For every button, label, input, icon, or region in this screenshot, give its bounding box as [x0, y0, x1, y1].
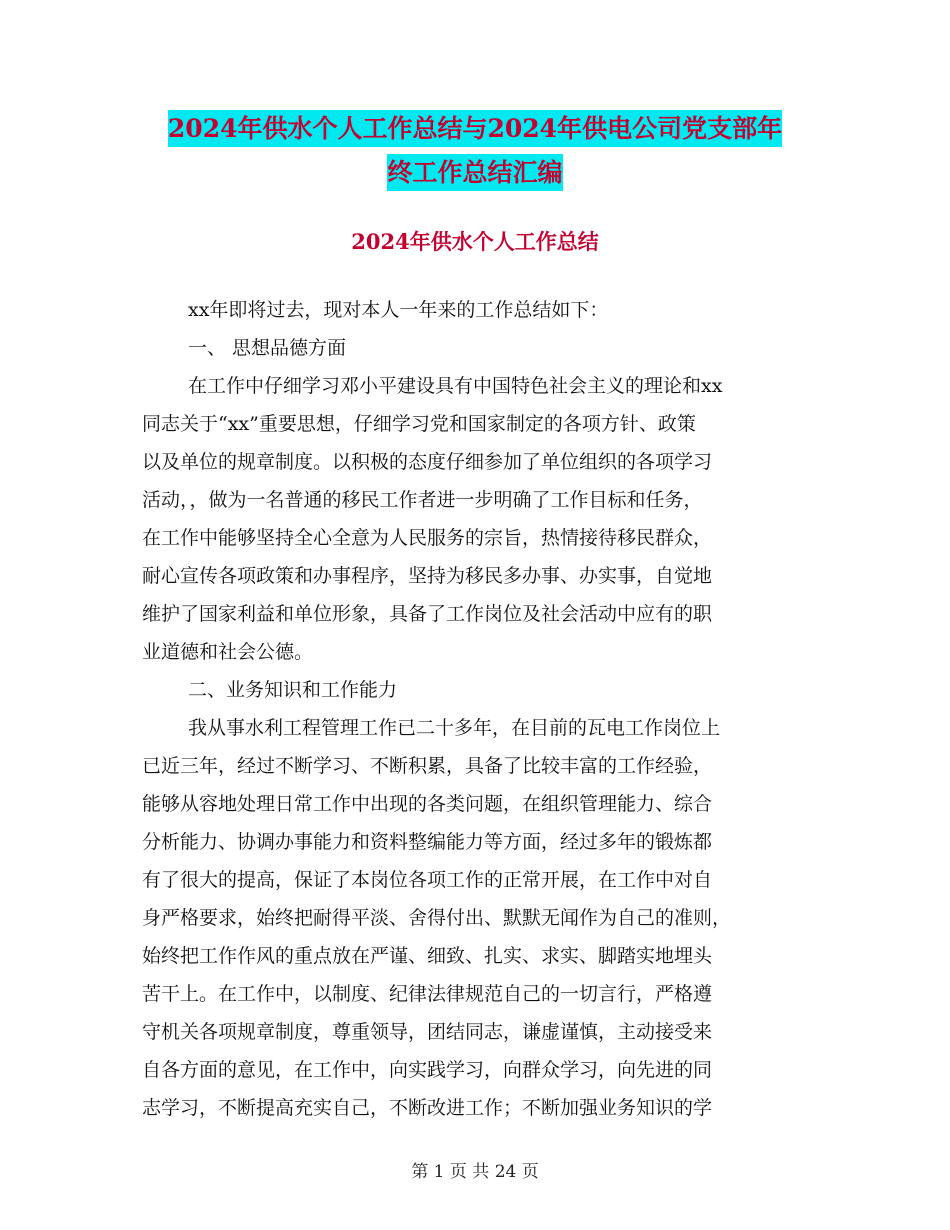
paragraph-line: 活动，，做为一名普通的移民工作者进一步明确了工作目标和任务， — [142, 489, 703, 511]
heading-line: 二、业务知识和工作能力 — [188, 679, 398, 701]
section-title: 2024年供水个人工作总结 — [351, 229, 599, 254]
paragraph-line: 苦干上。在工作中，以制度、纪律法律规范自己的一切言行，严格遵 — [142, 983, 713, 1005]
paragraph-line: 能够从容地处理日常工作中出现的各类问题，在组织管理能力、综合 — [142, 793, 713, 815]
document-title-line-1: 2024年供水个人工作总结与2024年供电公司党支部年 — [130, 116, 820, 141]
paragraph-line: 身严格要求，始终把耐得平淡、舍得付出、默默无闻作为自己的准则， — [142, 907, 732, 929]
paragraph-line: 始终把工作作风的重点放在严谨、细致、扎实、求实、脚踏实地埋头 — [142, 945, 713, 967]
paragraph-line: 在工作中能够坚持全心全意为人民服务的宗旨，热情接待移民群众， — [142, 527, 713, 549]
paragraph-line: 自各方面的意见，在工作中，向实践学习，向群众学习，向先进的同 — [142, 1059, 713, 1081]
paragraph-line: 维护了国家利益和单位形象，具备了工作岗位及社会活动中应有的职 — [142, 603, 713, 625]
paragraph-line: xx年即将过去，现对本人一年来的工作总结如下： — [188, 299, 609, 321]
paragraph-line: 守机关各项规章制度，尊重领导，团结同志，谦虚谨慎，主动接受来 — [142, 1021, 713, 1043]
page-number-footer: 第 1 页 共 24 页 — [411, 1162, 539, 1182]
paragraph-line: 志学习，不断提高充实自己，不断改进工作；不断加强业务知识的学 — [142, 1097, 713, 1119]
paragraph-line: 同志关于“xx”重要思想，仔细学习党和国家制定的各项方针、政策 — [142, 413, 696, 435]
paragraph-line: 以及单位的规章制度。以积极的态度仔细参加了单位组织的各项学习 — [142, 451, 713, 473]
paragraph-line: 耐心宣传各项政策和办事程序，坚持为移民多办事、办实事，自觉地 — [142, 565, 713, 587]
paragraph-line: 在工作中仔细学习邓小平建设具有中国特色社会主义的理论和xx — [188, 375, 723, 397]
paragraph-line: 已近三年，经过不断学习、不断积累，具备了比较丰富的工作经验， — [142, 755, 713, 777]
paragraph-line: 有了很大的提高，保证了本岗位各项工作的正常开展，在工作中对自 — [142, 869, 713, 891]
paragraph-line: 分析能力、协调办事能力和资料整编能力等方面，经过多年的锻炼都 — [142, 831, 713, 853]
paragraph-line: 业道德和社会公德。 — [142, 641, 314, 663]
document-title-line-2: 终工作总结汇编 — [130, 160, 820, 185]
heading-line: 一、 思想品德方面 — [188, 337, 347, 359]
paragraph-line: 我从事水利工程管理工作已二十多年，在目前的瓦电工作岗位上 — [188, 717, 721, 739]
